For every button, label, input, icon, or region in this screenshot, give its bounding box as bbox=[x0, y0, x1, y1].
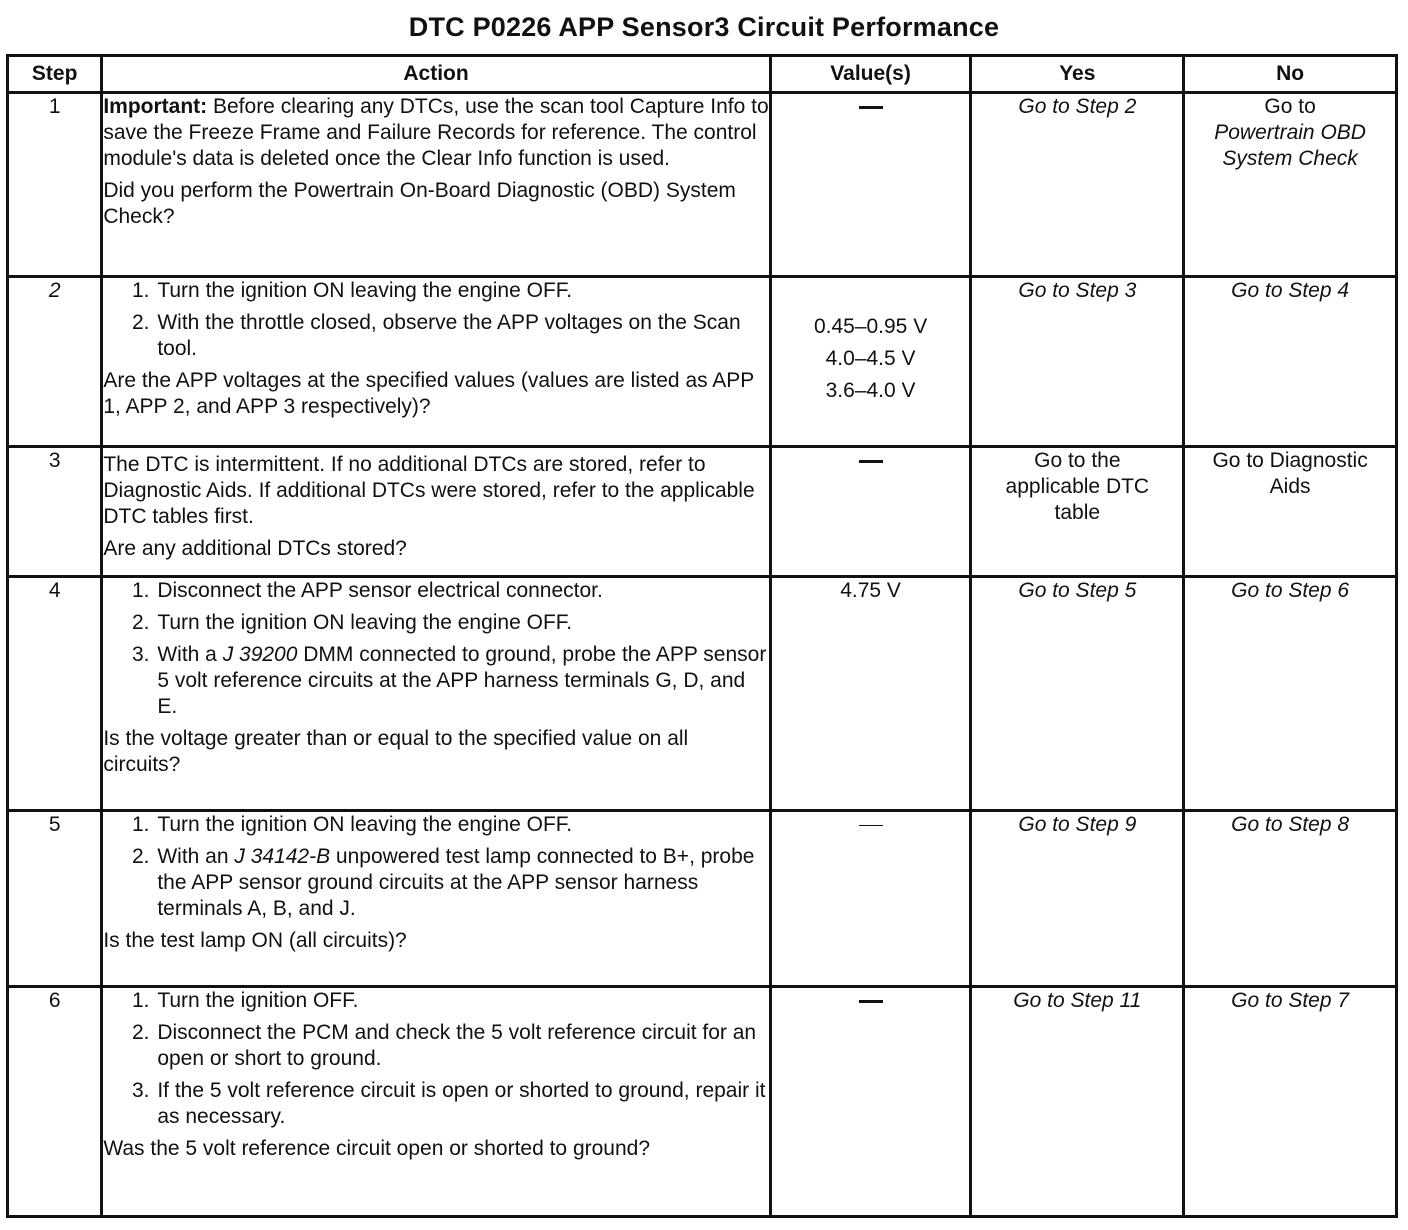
table-row bbox=[8, 93, 1397, 277]
no-goto-label: Go to bbox=[1264, 95, 1316, 118]
header-values: Value(s) bbox=[770, 56, 971, 93]
question-text: Are the APP voltages at the specified values (values are listed as APP 1, APP 2, and APP 3 respectively)? bbox=[103, 369, 754, 418]
value-app1: 0.45–0.95 V bbox=[813, 315, 928, 338]
step-number: 5 bbox=[8, 811, 102, 987]
yes-link[interactable]: Go to the applicable DTC table bbox=[1005, 449, 1150, 524]
no-cell bbox=[1184, 93, 1397, 277]
tool-name: J 34142-B bbox=[234, 845, 331, 868]
step-number: 4 bbox=[8, 577, 102, 811]
table-row bbox=[8, 811, 1397, 987]
procedure-item: 1. Turn the ignition ON leaving the engine OFF. bbox=[155, 278, 768, 304]
procedure-list bbox=[103, 812, 768, 922]
value-dash bbox=[859, 1000, 883, 1003]
header-yes: Yes bbox=[971, 56, 1184, 93]
no-cell bbox=[1184, 277, 1397, 447]
yes-link[interactable]: Go to Step 3 bbox=[1018, 279, 1137, 302]
value-app3: 3.6–4.0 V bbox=[825, 379, 916, 402]
value-cell bbox=[770, 93, 971, 277]
important-label: Important: bbox=[103, 95, 208, 118]
procedure-item: 3. If the 5 volt reference circuit is open or shorted to ground, repair it as necessary. bbox=[155, 1078, 768, 1130]
procedure-item: 1. Turn the ignition OFF. bbox=[155, 988, 768, 1014]
yes-cell bbox=[971, 447, 1184, 577]
no-cell bbox=[1184, 811, 1397, 987]
table-row bbox=[8, 277, 1397, 447]
yes-cell bbox=[971, 577, 1184, 811]
question-text: Did you perform the Powertrain On-Board Diagnostic (OBD) System Check? bbox=[103, 179, 736, 228]
value-dash bbox=[859, 825, 883, 826]
value-cell bbox=[770, 447, 971, 577]
table-row bbox=[8, 987, 1397, 1217]
value-cell bbox=[770, 277, 971, 447]
value-voltage: 4.75 V bbox=[840, 579, 901, 602]
no-cell bbox=[1184, 987, 1397, 1217]
question-text: Was the 5 volt reference circuit open or shorted to ground? bbox=[103, 1137, 651, 1160]
table-row bbox=[8, 447, 1397, 577]
yes-link[interactable]: Go to Step 2 bbox=[1018, 95, 1137, 118]
action-cell bbox=[102, 987, 770, 1217]
no-link[interactable]: Go to Step 6 bbox=[1231, 579, 1350, 602]
table-header-row bbox=[8, 56, 1397, 93]
procedure-item: 2. Turn the ignition ON leaving the engine OFF. bbox=[155, 610, 768, 636]
no-cell bbox=[1184, 447, 1397, 577]
step-number: 3 bbox=[8, 447, 102, 577]
action-cell bbox=[102, 577, 770, 811]
yes-cell bbox=[971, 811, 1184, 987]
tool-name: J 39200 bbox=[222, 643, 298, 666]
no-link[interactable]: Go to Step 4 bbox=[1231, 279, 1350, 302]
value-dash bbox=[859, 106, 883, 109]
step-number: 2 bbox=[8, 277, 102, 447]
procedure-item: 2. With an J 34142-B unpowered test lamp connected to B+, probe the APP sensor ground circuits at the APP sensor harness terminals A, B, and J. bbox=[155, 844, 768, 922]
procedure-list bbox=[103, 578, 768, 720]
value-cell bbox=[770, 577, 971, 811]
procedure-list bbox=[103, 278, 768, 362]
yes-cell bbox=[971, 277, 1184, 447]
procedure-item: 3. With a J 39200 DMM connected to ground, probe the APP sensor 5 volt reference circuits at the APP harness terminals G, D, and E. bbox=[155, 642, 768, 720]
action-cell bbox=[102, 811, 770, 987]
procedure-item: 1. Disconnect the APP sensor electrical connector. bbox=[155, 578, 768, 604]
no-link[interactable]: Go to Step 7 bbox=[1231, 989, 1350, 1012]
value-app2: 4.0–4.5 V bbox=[825, 347, 916, 370]
step-number: 6 bbox=[8, 987, 102, 1217]
procedure-item: 1. Turn the ignition ON leaving the engine OFF. bbox=[155, 812, 768, 838]
action-cell bbox=[102, 277, 770, 447]
header-action: Action bbox=[102, 56, 770, 93]
diagnostic-table bbox=[6, 54, 1398, 1218]
question-text: Is the test lamp ON (all circuits)? bbox=[103, 929, 407, 952]
info-text: The DTC is intermittent. If no additional DTCs are stored, refer to Diagnostic Aids. If additional DTCs were stored, refer to the applicable DTC tables first. bbox=[103, 453, 755, 528]
no-link[interactable]: Powertrain OBD System Check bbox=[1214, 121, 1366, 170]
important-text: Before clearing any DTCs, use the scan tool Capture Info to save the Freeze Frame and Failure Records for reference. The control module's data is deleted once the Clear Info function is used. bbox=[103, 95, 769, 170]
no-link[interactable]: Go to Step 8 bbox=[1231, 813, 1350, 836]
header-no: No bbox=[1184, 56, 1397, 93]
procedure-list bbox=[103, 988, 768, 1130]
yes-link[interactable]: Go to Step 9 bbox=[1018, 813, 1137, 836]
action-cell bbox=[102, 93, 770, 277]
page-title: DTC P0226 APP Sensor3 Circuit Performance bbox=[408, 12, 1000, 42]
no-cell bbox=[1184, 577, 1397, 811]
important-note bbox=[103, 94, 768, 172]
procedure-item: 2. With the throttle closed, observe the APP voltages on the Scan tool. bbox=[155, 310, 768, 362]
yes-link[interactable]: Go to Step 5 bbox=[1018, 579, 1137, 602]
question-text: Are any additional DTCs stored? bbox=[103, 537, 407, 560]
procedure-item: 2. Disconnect the PCM and check the 5 volt reference circuit for an open or short to ground. bbox=[155, 1020, 768, 1072]
yes-cell bbox=[971, 987, 1184, 1217]
value-cell bbox=[770, 811, 971, 987]
no-link[interactable]: Go to Diagnostic Aids bbox=[1212, 449, 1368, 498]
yes-cell bbox=[971, 93, 1184, 277]
step-number: 1 bbox=[8, 93, 102, 277]
value-dash bbox=[859, 460, 883, 463]
table-row bbox=[8, 577, 1397, 811]
action-cell bbox=[102, 447, 770, 577]
question-text: Is the voltage greater than or equal to the specified value on all circuits? bbox=[103, 727, 689, 776]
value-cell bbox=[770, 987, 971, 1217]
header-step: Step bbox=[8, 56, 102, 93]
yes-link[interactable]: Go to Step 11 bbox=[1013, 989, 1142, 1012]
